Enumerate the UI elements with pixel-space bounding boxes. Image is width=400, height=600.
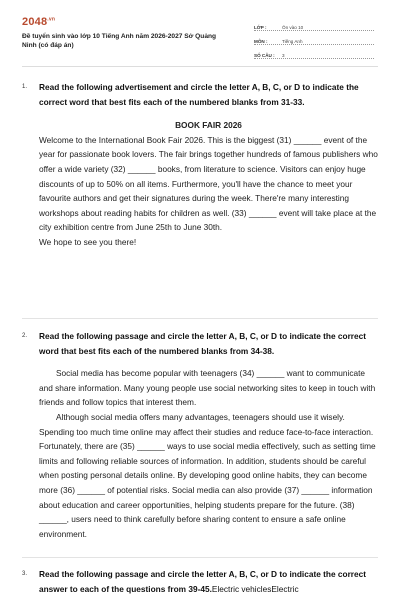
meta-row-class: LỚP : Ôn vào 10 — [254, 18, 374, 31]
meta-row-subject: MÔN : Tiếng Anh — [254, 32, 374, 45]
passage-start: Electric vehiclesElectric — [211, 583, 299, 594]
question-number: 2. — [22, 333, 28, 339]
site-logo[interactable]: $2048^{.vn}$ — [22, 16, 56, 28]
question-number: 1. — [22, 84, 28, 90]
question-instruction: Read the following passage and circle the letter A, B, C, or D to indicate the correct answer to each of the questions from 39-45.Electric vehiclesElectric — [39, 569, 367, 594]
meta-box — [254, 18, 374, 60]
section-divider — [22, 318, 378, 319]
question-2 — [22, 329, 378, 541]
passage-paragraph-1: Social media has become popular with teenagers (34) ______ want to communicate and share information. Many young people use social networking sites to keep in touch with friends and follow topics that interest them. — [39, 368, 376, 408]
section-divider — [22, 557, 378, 558]
advert-closing: We hope to see you there! — [39, 236, 137, 247]
page-header — [0, 0, 400, 62]
question-1 — [22, 80, 378, 250]
passage-paragraph-2: Although social media offers many advantages, teenagers should use it wisely. Spending too much time online may affect their studies and reduce face-to-face interaction. Fortunately, there are (35) ______ ways to use social media effectively, such as setting time limits and following reliable sources of information. In addition, students should be careful when posting personal details online. By developing good online habits, they can become more (36) ______ of potential risks. Social media can also provide (37) ______ information about education and career opportunities, helping students prepare for the future. (38) ______, users need to think carefully before sharing content to ensure a safe online environment. — [39, 411, 376, 539]
advert-body: Welcome to the International Book Fair 2026. This is the biggest (31) ______ event of the year for passionate book lovers. The fair brings together hundreds of famous publishers who offer a wide variety (32) ______ books, from literature to science. Visitors can enjoy huge discounts of up to 50% on all items. Furthermore, you'll have the chance to meet your favourite authors and get their signatures during the week. There're many interesting workshops about reading habits for children as well. (33) ______ event will take place at the city exhibition centre from June 25th to June 30th. — [39, 134, 378, 233]
question-instruction: Read the following advertisement and circle the letter A, B, C, or D to indicate the correct word that best fits each of the numbered blanks from 31-33. — [39, 82, 359, 107]
document-title: Đề tuyển sinh vào lớp 10 Tiếng Anh năm 2026-2027 Sở Quảng Ninh (có đáp án) — [22, 33, 217, 49]
question-instruction: Read the following passage and circle the letter A, B, C, or D to indicate the correct word that best fits each of the numbered blanks from 34-38. — [39, 331, 367, 356]
meta-row-count: SỐ CÂU : 3 — [254, 46, 374, 59]
header-divider — [22, 66, 378, 67]
advert-title: BOOK FAIR 2026 — [175, 120, 242, 131]
question-number: 3. — [22, 571, 28, 577]
question-3 — [22, 567, 378, 596]
